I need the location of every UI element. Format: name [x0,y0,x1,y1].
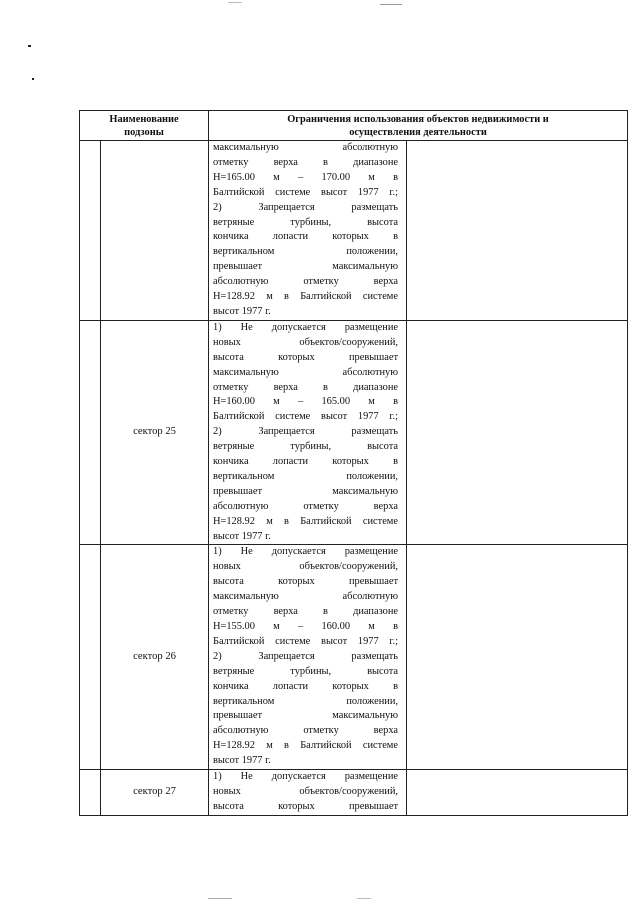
restriction-text-line: высота которых превышает [213,800,398,812]
restriction-text-line: ветряные турбины, высота [213,665,398,677]
header-restrictions-line1: Ограничения использования объектов недвижимости и [287,114,549,125]
restriction-text-line: превышает максимальную [213,485,398,497]
table-row [80,770,628,816]
restrictions-table [79,110,628,816]
restriction-text-cell [209,545,407,770]
restriction-text-line: Балтийской системе высот 1977 г.; [213,635,398,647]
restriction-text-line: новых объектов/сооружений, [213,561,398,573]
restriction-text-line: максимальную абсолютную [213,591,398,603]
empty-right-cell [407,141,628,321]
restriction-text-line: максимальную абсолютную [213,142,398,153]
restriction-text-line: кончика лопасти которых в [213,456,398,468]
restriction-text-line: Н=160.00 м – 165.00 м в [213,396,398,408]
blank-column-cell [80,141,101,321]
restriction-text-line: новых объектов/сооружений, [213,785,398,797]
table-header-row [80,111,628,141]
restriction-text-line: абсолютную отметку верха [213,725,398,737]
restriction-text-line: 1) Не допускается размещение [213,771,398,783]
header-restrictions [209,111,628,141]
restriction-text-line: Балтийской системе высот 1977 г.; [213,186,398,198]
scan-speck [357,898,371,899]
restriction-text-cell [209,141,407,321]
restriction-text-line: кончика лопасти которых в [213,231,398,243]
restriction-text-line: 2) Запрещается размещать [213,201,398,213]
blank-column-cell [80,320,101,545]
restriction-text-line: превышает максимальную [213,261,398,273]
scan-speck [228,2,242,3]
restriction-text-line: высота которых превышает [213,576,398,588]
scan-speck [32,78,34,80]
restriction-text-line: кончика лопасти которых в [213,680,398,692]
restriction-text-line: 1) Не допускается размещение [213,321,398,333]
header-restrictions-line2: осуществления деятельности [349,126,487,138]
restriction-text-line: Балтийской системе высот 1977 г.; [213,411,398,423]
restriction-text-line: ветряные турбины, высота [213,216,398,228]
header-subzone-line1: Наименование [109,114,179,125]
subzone-name-cell [101,141,209,321]
restriction-text-line: 2) Запрещается размещать [213,650,398,662]
restriction-text-line: вертикальном положении, [213,246,398,258]
restriction-text-line: максимальную абсолютную [213,366,398,378]
restriction-text-line: новых объектов/сооружений, [213,336,398,348]
restriction-text-line: высот 1977 г. [213,530,271,542]
restriction-text-line: отметку верха в диапазоне [213,156,398,168]
scan-speck [28,45,31,47]
empty-right-cell [407,320,628,545]
scan-speck [208,898,232,899]
restriction-text-line: абсолютную отметку верха [213,500,398,512]
table-row [80,545,628,770]
subzone-name-cell: сектор 27 [101,770,209,816]
restriction-text-line: высот 1977 г. [213,305,271,317]
restriction-text-cell [209,320,407,545]
restriction-text-line: высот 1977 г. [213,755,271,767]
table-row [80,320,628,545]
table-row [80,141,628,321]
restriction-text-line: отметку верха в диапазоне [213,381,398,393]
restriction-text-line: Н=165.00 м – 170.00 м в [213,171,398,183]
restriction-text-line: 1) Не допускается размещение [213,546,398,558]
empty-right-cell [407,545,628,770]
blank-column-cell [80,770,101,816]
restriction-text-line: 2) Запрещается размещать [213,426,398,438]
restriction-text-line: Н=128.92 м в Балтийской системе [213,740,398,752]
subzone-name-cell: сектор 25 [101,320,209,545]
restriction-text-line: ветряные турбины, высота [213,441,398,453]
restriction-text-line: высота которых превышает [213,351,398,363]
restriction-text-cell [209,770,407,816]
blank-column-cell [80,545,101,770]
restriction-text-line: абсолютную отметку верха [213,276,398,288]
restriction-text-line: отметку верха в диапазоне [213,606,398,618]
restriction-text-line: Н=128.92 м в Балтийской системе [213,291,398,303]
subzone-name-cell: сектор 26 [101,545,209,770]
restriction-text-line: вертикальном положении, [213,470,398,482]
restriction-text-line: Н=128.92 м в Балтийской системе [213,515,398,527]
empty-right-cell [407,770,628,816]
header-subzone-line2: подзоны [124,126,164,138]
header-subzone-name [80,111,209,141]
restriction-text-line: вертикальном положении, [213,695,398,707]
scan-speck [380,4,402,5]
restriction-text-line: превышает максимальную [213,710,398,722]
restriction-text-line: Н=155.00 м – 160.00 м в [213,621,398,632]
